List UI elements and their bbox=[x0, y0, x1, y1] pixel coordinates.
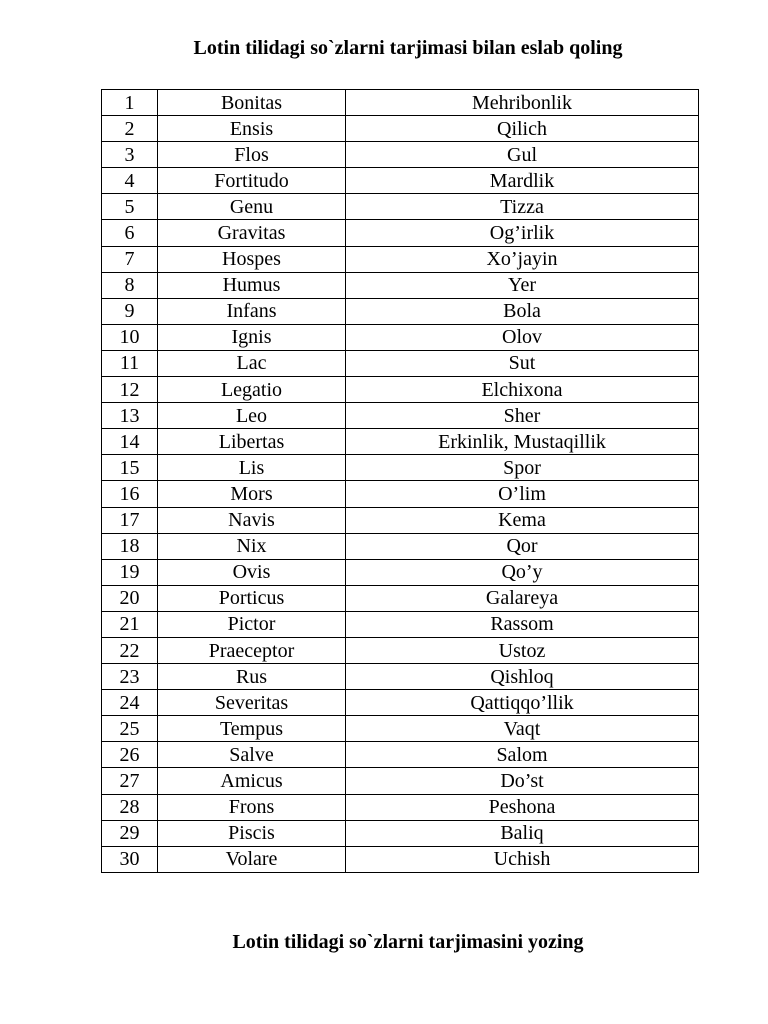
row-number-cell: 14 bbox=[102, 429, 158, 455]
row-number-cell: 16 bbox=[102, 481, 158, 507]
table-row bbox=[102, 533, 699, 559]
row-number-cell: 21 bbox=[102, 611, 158, 637]
row-number-cell: 19 bbox=[102, 559, 158, 585]
translation-cell: Sut bbox=[346, 350, 699, 376]
translation-cell: Vaqt bbox=[346, 716, 699, 742]
translation-cell: Salom bbox=[346, 742, 699, 768]
latin-word-cell: Amicus bbox=[158, 768, 346, 794]
translation-cell: Xo’jayin bbox=[346, 246, 699, 272]
latin-word-cell: Infans bbox=[158, 298, 346, 324]
latin-word-cell: Severitas bbox=[158, 690, 346, 716]
table-row bbox=[102, 768, 699, 794]
translation-cell: Bola bbox=[346, 298, 699, 324]
translation-cell: Galareya bbox=[346, 585, 699, 611]
latin-word-cell: Volare bbox=[158, 846, 346, 872]
translation-cell: Sher bbox=[346, 403, 699, 429]
table-row bbox=[102, 272, 699, 298]
row-number-cell: 28 bbox=[102, 794, 158, 820]
translation-cell: Olov bbox=[346, 324, 699, 350]
table-row bbox=[102, 429, 699, 455]
translation-cell: Qilich bbox=[346, 116, 699, 142]
latin-word-cell: Flos bbox=[158, 142, 346, 168]
table-row bbox=[102, 142, 699, 168]
row-number-cell: 20 bbox=[102, 585, 158, 611]
translation-cell: Uchish bbox=[346, 846, 699, 872]
row-number-cell: 26 bbox=[102, 742, 158, 768]
translation-cell: Qor bbox=[346, 533, 699, 559]
row-number-cell: 11 bbox=[102, 350, 158, 376]
latin-word-cell: Fortitudo bbox=[158, 168, 346, 194]
row-number-cell: 27 bbox=[102, 768, 158, 794]
row-number-cell: 24 bbox=[102, 690, 158, 716]
translation-cell: Baliq bbox=[346, 820, 699, 846]
latin-word-cell: Pictor bbox=[158, 611, 346, 637]
latin-word-cell: Humus bbox=[158, 272, 346, 298]
latin-word-cell: Ensis bbox=[158, 116, 346, 142]
latin-word-cell: Porticus bbox=[158, 585, 346, 611]
table-row bbox=[102, 246, 699, 272]
translation-cell: Qattiqqo’llik bbox=[346, 690, 699, 716]
row-number-cell: 12 bbox=[102, 377, 158, 403]
latin-word-cell: Lis bbox=[158, 455, 346, 481]
row-number-cell: 9 bbox=[102, 298, 158, 324]
row-number-cell: 1 bbox=[102, 90, 158, 116]
table-row bbox=[102, 507, 699, 533]
table-row bbox=[102, 403, 699, 429]
table-row bbox=[102, 90, 699, 116]
row-number-cell: 25 bbox=[102, 716, 158, 742]
translation-cell: Mehribonlik bbox=[346, 90, 699, 116]
table-row bbox=[102, 611, 699, 637]
translation-cell: Spor bbox=[346, 455, 699, 481]
row-number-cell: 10 bbox=[102, 324, 158, 350]
table-row bbox=[102, 820, 699, 846]
translation-cell: Gul bbox=[346, 142, 699, 168]
translation-cell: Tizza bbox=[346, 194, 699, 220]
table-row bbox=[102, 637, 699, 663]
latin-word-cell: Hospes bbox=[158, 246, 346, 272]
table-row bbox=[102, 716, 699, 742]
row-number-cell: 30 bbox=[102, 846, 158, 872]
row-number-cell: 3 bbox=[102, 142, 158, 168]
latin-word-cell: Genu bbox=[158, 194, 346, 220]
table-row bbox=[102, 220, 699, 246]
latin-word-cell: Piscis bbox=[158, 820, 346, 846]
latin-word-cell: Lac bbox=[158, 350, 346, 376]
table-row bbox=[102, 585, 699, 611]
latin-word-cell: Ignis bbox=[158, 324, 346, 350]
table-row bbox=[102, 455, 699, 481]
page-title: Lotin tilidagi so`zlarni tarjimasi bilan eslab qoling bbox=[193, 37, 623, 59]
latin-word-cell: Ovis bbox=[158, 559, 346, 585]
latin-word-cell: Frons bbox=[158, 794, 346, 820]
table-row bbox=[102, 324, 699, 350]
table-row bbox=[102, 194, 699, 220]
vocabulary-table-body bbox=[102, 90, 699, 873]
row-number-cell: 23 bbox=[102, 664, 158, 690]
translation-cell: Elchixona bbox=[346, 377, 699, 403]
translation-cell: Erkinlik, Mustaqillik bbox=[346, 429, 699, 455]
row-number-cell: 5 bbox=[102, 194, 158, 220]
exercise-heading: Lotin tilidagi so`zlarni tarjimasini yozing bbox=[232, 931, 584, 953]
translation-cell: Og’irlik bbox=[346, 220, 699, 246]
table-row bbox=[102, 377, 699, 403]
translation-cell: Ustoz bbox=[346, 637, 699, 663]
row-number-cell: 22 bbox=[102, 637, 158, 663]
table-row bbox=[102, 116, 699, 142]
latin-word-cell: Praeceptor bbox=[158, 637, 346, 663]
latin-word-cell: Navis bbox=[158, 507, 346, 533]
latin-word-cell: Mors bbox=[158, 481, 346, 507]
latin-word-cell: Bonitas bbox=[158, 90, 346, 116]
translation-cell: Do’st bbox=[346, 768, 699, 794]
row-number-cell: 2 bbox=[102, 116, 158, 142]
latin-word-cell: Nix bbox=[158, 533, 346, 559]
table-row bbox=[102, 350, 699, 376]
row-number-cell: 18 bbox=[102, 533, 158, 559]
latin-word-cell: Gravitas bbox=[158, 220, 346, 246]
translation-cell: Peshona bbox=[346, 794, 699, 820]
latin-word-cell: Tempus bbox=[158, 716, 346, 742]
row-number-cell: 4 bbox=[102, 168, 158, 194]
translation-cell: Rassom bbox=[346, 611, 699, 637]
latin-word-cell: Salve bbox=[158, 742, 346, 768]
latin-word-cell: Legatio bbox=[158, 377, 346, 403]
row-number-cell: 8 bbox=[102, 272, 158, 298]
table-row bbox=[102, 846, 699, 872]
row-number-cell: 13 bbox=[102, 403, 158, 429]
row-number-cell: 17 bbox=[102, 507, 158, 533]
table-row bbox=[102, 664, 699, 690]
translation-cell: O’lim bbox=[346, 481, 699, 507]
translation-cell: Kema bbox=[346, 507, 699, 533]
row-number-cell: 7 bbox=[102, 246, 158, 272]
table-row bbox=[102, 690, 699, 716]
latin-word-cell: Libertas bbox=[158, 429, 346, 455]
table-row bbox=[102, 794, 699, 820]
table-row bbox=[102, 481, 699, 507]
translation-cell: Qo’y bbox=[346, 559, 699, 585]
row-number-cell: 29 bbox=[102, 820, 158, 846]
latin-word-cell: Leo bbox=[158, 403, 346, 429]
table-row bbox=[102, 559, 699, 585]
row-number-cell: 15 bbox=[102, 455, 158, 481]
translation-cell: Mardlik bbox=[346, 168, 699, 194]
translation-cell: Qishloq bbox=[346, 664, 699, 690]
table-row bbox=[102, 742, 699, 768]
latin-word-cell: Rus bbox=[158, 664, 346, 690]
vocabulary-table bbox=[101, 89, 699, 873]
table-row bbox=[102, 298, 699, 324]
row-number-cell: 6 bbox=[102, 220, 158, 246]
table-row bbox=[102, 168, 699, 194]
translation-cell: Yer bbox=[346, 272, 699, 298]
